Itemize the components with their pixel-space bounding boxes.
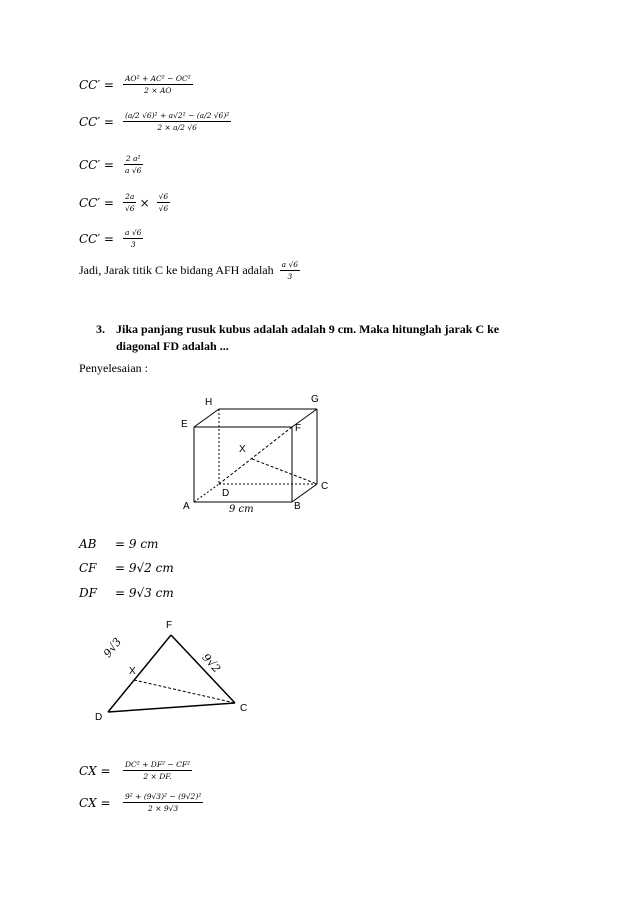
- fraction: [123, 760, 192, 781]
- triangle-label-d: D: [95, 712, 103, 723]
- given-rhs: = 9√3 cm: [115, 586, 174, 600]
- cube-label-a: A: [183, 501, 190, 512]
- numerator: (a/2 √6)² + a√2² − (a/2 √6)²: [125, 111, 230, 120]
- equation-lhs: CC′ =: [79, 157, 114, 172]
- triangle-label-f: F: [166, 620, 173, 631]
- given-rhs: = 9√2 cm: [115, 561, 174, 575]
- conclusion-text: Jadi, Jarak titik C ke bidang AFH adalah: [79, 263, 274, 277]
- numerator: AO² + AC² − OC²: [125, 74, 191, 83]
- denominator: √6: [158, 204, 169, 213]
- denominator: 2 × 9√3: [148, 804, 179, 813]
- cube-label-x: X: [239, 444, 246, 455]
- numerator: 9² + (9√3)² − (9√2)²: [125, 792, 202, 801]
- equation-lhs: CX =: [79, 763, 111, 778]
- given-lhs: CF: [79, 561, 97, 575]
- numerator: a √6: [125, 228, 142, 237]
- triangle-label-c: C: [240, 703, 248, 714]
- cube-label-h: H: [205, 397, 213, 408]
- equation-6: [79, 760, 192, 781]
- equation-lhs: CC′ =: [79, 114, 114, 129]
- equation-7: [79, 792, 203, 813]
- side-dc: [108, 703, 235, 712]
- numerator: a √6: [281, 260, 299, 269]
- given-lhs: AB: [79, 537, 97, 551]
- denominator: 2 × AO: [144, 86, 172, 95]
- equation-lhs: CC′ =: [79, 195, 114, 210]
- cube-label-d: D: [222, 488, 230, 499]
- problem-line-1: Jika panjang rusuk kubus adalah adalah 9 cm. Maka hitunglah jarak C ke: [116, 322, 500, 336]
- denominator: a √6: [125, 166, 142, 175]
- denominator: 3: [287, 272, 293, 281]
- numerator: 2a: [125, 192, 135, 201]
- denominator: 2 × a/2 √6: [157, 123, 197, 132]
- equation-lhs: CC′ =: [79, 77, 114, 92]
- problem-number: 3.: [96, 322, 105, 336]
- numerator: DC² + DF² − CF²: [125, 760, 191, 769]
- triangle-label-x: X: [129, 666, 136, 677]
- equation-lhs: CX =: [79, 795, 111, 810]
- triangle-side-df-label: 9√3: [101, 635, 125, 661]
- side-fc: [171, 635, 235, 703]
- denominator: 2 × DF.: [143, 772, 172, 781]
- fraction: [123, 792, 203, 813]
- given-lhs: DF: [79, 586, 97, 600]
- segment-cx: [134, 680, 235, 703]
- solution-label: Penyelesaian :: [79, 361, 148, 375]
- cube-label-f: F: [295, 423, 302, 434]
- numerator: 2 a²: [125, 154, 141, 163]
- cube-label-b: B: [294, 501, 301, 512]
- cube-edge-length: 9 cm: [229, 504, 254, 515]
- denominator: √6: [125, 204, 135, 213]
- cube-label-g: G: [311, 394, 319, 405]
- cube-label-e: E: [181, 419, 188, 430]
- cube-label-c: C: [321, 481, 329, 492]
- equation-lhs: CC′ =: [79, 231, 114, 246]
- numerator: √6: [158, 192, 169, 201]
- times-sign: ×: [139, 195, 150, 210]
- triangle-side-fc-label: 9√2: [199, 651, 224, 676]
- denominator: 3: [130, 240, 136, 249]
- given-rhs: = 9 cm: [115, 537, 159, 551]
- problem-line-2: diagonal FD adalah ...: [116, 339, 229, 353]
